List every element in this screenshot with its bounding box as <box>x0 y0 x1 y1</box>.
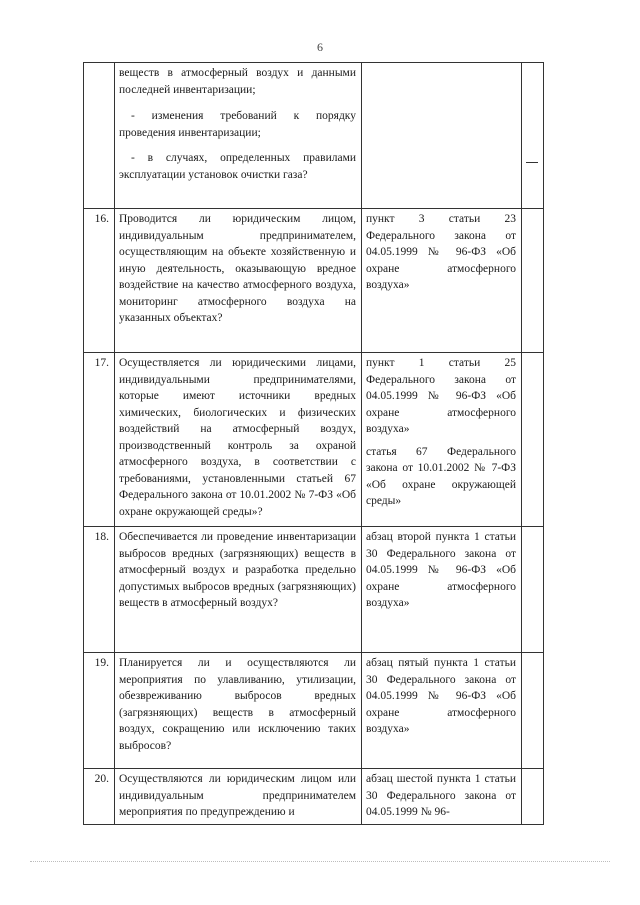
mark-divider <box>526 65 538 163</box>
question-paragraph: - изменения требований к порядку проведения инвентаризации; <box>119 110 356 139</box>
table-row <box>84 353 544 527</box>
reference-cell <box>362 209 522 353</box>
reference-text: абзац шестой пункта 1 статьи 30 Федерального закона от 04.05.1999 № 96- <box>366 773 516 818</box>
reference-cell <box>362 353 522 527</box>
row-number: 19. <box>84 653 115 769</box>
question-text: Осуществляется ли юридическими лицами, индивидуальными предпринимателями, которые имеют источники вредных химических, биологических и физических воздействий на атмосферный воздух, производственный контроль за охраной атмосферного воздуха, в соответствии с требованиями, установленными статьей 67 Федерального закона от 10.01.2002 № 7-ФЗ «Об охране окружающей среды»? <box>115 353 362 527</box>
mark-cell <box>522 353 544 527</box>
table-row-continuation <box>84 63 544 209</box>
question-text: Планируется ли и осуществляются ли мероприятия по улавливанию, утилизации, обезвреживанию выбросов вредных (загрязняющих) веществ в атмосферный воздух, сокращению или исключению таких выбросов? <box>115 653 362 769</box>
reference-text: статья 67 Федерального закона от 10.01.2002 № 7-ФЗ «Об охране окружающей среды» <box>366 445 516 507</box>
scan-edge-divider <box>30 861 610 864</box>
question-paragraph: веществ в атмосферный воздух и данными последней инвентаризации; <box>119 67 356 96</box>
question-text: Осуществляются ли юридическим лицом или индивидуальным предпринимателем мероприятия по предупреждению и <box>115 769 362 825</box>
reference-cell <box>362 527 522 653</box>
table-row <box>84 769 544 825</box>
reference-text: абзац второй пункта 1 статьи 30 Федерального закона от 04.05.1999 № 96-ФЗ «Об охране атмосферного воздуха» <box>366 531 516 609</box>
reference-cell <box>362 653 522 769</box>
table-row <box>84 527 544 653</box>
row-number: 17. <box>84 353 115 527</box>
mark-cell <box>522 63 544 209</box>
row-number-cell <box>84 63 115 209</box>
mark-cell <box>522 769 544 825</box>
mark-cell <box>522 527 544 653</box>
question-paragraph: - в случаях, определенных правилами эксплуатации установок очистки газа? <box>119 152 356 181</box>
mark-cell <box>522 653 544 769</box>
question-text: Обеспечивается ли проведение инвентаризации выбросов вредных (загрязняющих) веществ в атмосферный воздух и разработка предельно допустимых выбросов вредных (загрязняющих) веществ в атмосферный воздух? <box>115 527 362 653</box>
question-text: Проводится ли юридическим лицом, индивидуальным предпринимателем, осуществляющим на объекте хозяйственную и иную деятельность, оказывающую вредное воздействие на качество атмосферного воздуха, мониторинг атмосферного воздуха на указанных объектах? <box>115 209 362 353</box>
reference-text: пункт 1 статьи 25 Федерального закона от 04.05.1999 № 96-ФЗ «Об охране атмосферного воздуха» <box>366 357 516 435</box>
row-number: 16. <box>84 209 115 353</box>
reference-text: пункт 3 статьи 23 Федерального закона от 04.05.1999 № 96-ФЗ «Об охране атмосферного воздуха» <box>366 213 516 291</box>
reference-cell <box>362 769 522 825</box>
reference-text: абзац пятый пункта 1 статьи 30 Федерального закона от 04.05.1999 № 96-ФЗ «Об охране атмосферного воздуха» <box>366 657 516 735</box>
row-number: 18. <box>84 527 115 653</box>
checklist-table <box>83 62 544 825</box>
reference-cell <box>362 63 522 209</box>
page-number: 6 <box>317 40 323 54</box>
mark-cell <box>522 209 544 353</box>
row-number: 20. <box>84 769 115 825</box>
question-cell <box>115 63 362 209</box>
table-row <box>84 209 544 353</box>
table-row <box>84 653 544 769</box>
